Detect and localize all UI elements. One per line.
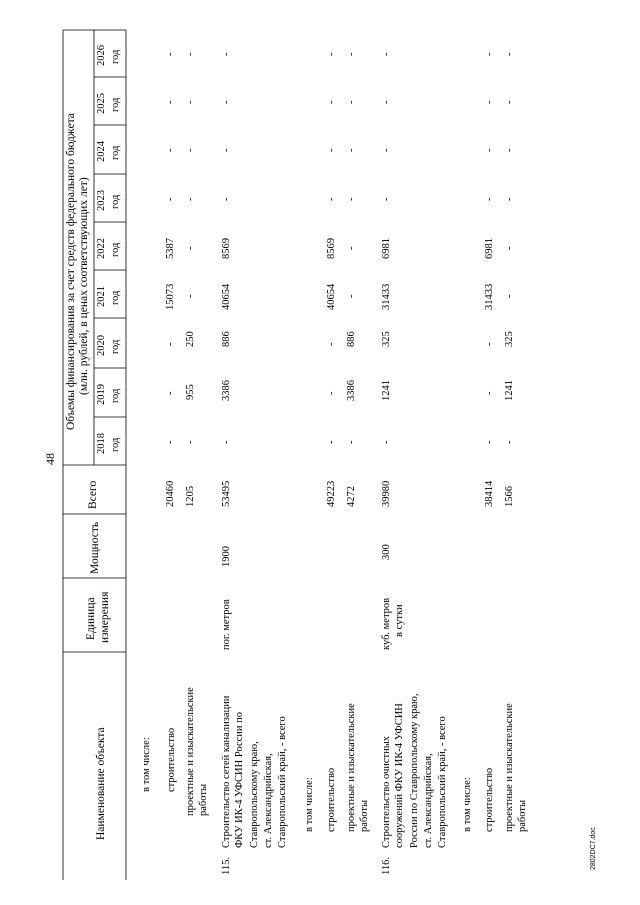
cell-2023: -: [221, 197, 232, 201]
cell-2022: 6981: [484, 238, 495, 259]
cell-2021: 31433: [484, 283, 495, 310]
cell-2022: 8569: [221, 238, 232, 259]
cell-2019: -: [165, 391, 176, 395]
cell-2022: -: [504, 246, 515, 250]
cell-unit: пог. метров: [221, 599, 232, 650]
cell-2026: -: [346, 52, 357, 56]
cell-2024: -: [221, 148, 232, 152]
cell-total: 1566: [504, 486, 515, 507]
cell-total: 1205: [185, 486, 196, 507]
row-label: ст. Александрийская,: [423, 753, 434, 848]
header-unit-line2: измерения: [99, 591, 111, 643]
cell-2019: 1241: [504, 380, 515, 401]
cell-2026: -: [165, 52, 176, 56]
cell-2018: -: [484, 440, 495, 444]
cell-2025: -: [346, 100, 357, 104]
year-2021: 2021: [96, 286, 107, 307]
cell-2020: 325: [504, 331, 515, 347]
cell-total: 53495: [221, 480, 232, 507]
cell-2018: -: [185, 440, 196, 444]
cell-2024: -: [165, 148, 176, 152]
cell-2022: 8569: [326, 238, 337, 259]
cell-2025: -: [221, 100, 232, 104]
year-2025-label: год: [110, 97, 121, 112]
row-label: работы: [359, 799, 370, 832]
year-2026-label: год: [110, 49, 121, 64]
cell-2020: -: [326, 342, 337, 346]
cell-2023: -: [185, 197, 196, 201]
cell-2026: -: [504, 52, 515, 56]
year-2022-label: год: [110, 242, 121, 257]
cell-2019: 955: [185, 384, 196, 400]
row-label: ст. Александрийская,: [263, 753, 274, 848]
header-total: Всего: [87, 480, 99, 509]
row-label: Ставропольскому краю,: [249, 741, 260, 848]
cell-2023: -: [326, 197, 337, 201]
cell-capacity: 1900: [221, 546, 232, 567]
cell-2024: -: [484, 148, 495, 152]
cell-2025: -: [504, 100, 515, 104]
row-label: проектные и изыскательские: [346, 703, 357, 832]
cell-2020: 886: [346, 331, 357, 347]
cell-2024: -: [185, 148, 196, 152]
header-unit-line1: Единица: [85, 597, 97, 640]
row-label: проектные и изыскательские: [504, 703, 515, 832]
row-label: работы: [517, 799, 528, 832]
cell-2025: -: [381, 100, 392, 104]
cell-2020: 886: [221, 331, 232, 347]
cell-2022: -: [185, 246, 196, 250]
cell-2020: 325: [381, 331, 392, 347]
cell-2018: -: [346, 440, 357, 444]
year-2019-label: год: [110, 388, 121, 403]
row-number: 116.: [381, 857, 392, 875]
row-label: Строительство очистных: [381, 735, 392, 848]
cell-2021: 40654: [221, 283, 232, 310]
year-2024: 2024: [96, 141, 107, 162]
row-label: проектные и изыскательские: [185, 687, 196, 816]
year-2020-label: год: [110, 339, 121, 354]
cell-total: 38414: [484, 480, 495, 507]
cell-total: 20460: [165, 480, 176, 507]
cell-2026: -: [326, 52, 337, 56]
cell-2019: -: [326, 391, 337, 395]
row-label: работы: [198, 783, 209, 816]
cell-total: 49223: [326, 480, 337, 507]
cell-2022: -: [346, 246, 357, 250]
cell-2025: -: [185, 100, 196, 104]
row-label: в том числе:: [141, 737, 152, 792]
cell-2018: -: [221, 440, 232, 444]
cell-2019: 1241: [381, 380, 392, 401]
year-2023-label: год: [110, 194, 121, 209]
cell-2024: -: [346, 148, 357, 152]
year-2024-label: год: [110, 145, 121, 160]
cell-2021: -: [185, 294, 196, 298]
header-capacity: Мощность: [89, 521, 101, 574]
cell-2024: -: [326, 148, 337, 152]
cell-total: 39980: [381, 480, 392, 507]
header-name: Наименование объекта: [95, 727, 107, 840]
row-label: Ставропольский край, - всего: [277, 716, 288, 848]
year-2018-label: год: [110, 437, 121, 452]
cell-2021: 31433: [381, 283, 392, 310]
row-label: в том числе:: [462, 777, 473, 832]
cell-unit: в сутки: [394, 604, 405, 637]
cell-2026: -: [221, 52, 232, 56]
cell-2018: -: [165, 440, 176, 444]
row-label: строительство: [484, 767, 495, 832]
cell-2026: -: [484, 52, 495, 56]
row-label: строительство: [326, 767, 337, 832]
row-number: 115.: [221, 857, 232, 875]
year-2025: 2025: [96, 93, 107, 114]
footer-filename: 2802DC7.doc: [590, 827, 597, 870]
cell-2023: -: [484, 197, 495, 201]
cell-2022: 5387: [165, 238, 176, 259]
cell-total: 4272: [346, 486, 357, 507]
year-2018: 2018: [96, 433, 107, 454]
row-label: в том числе:: [304, 777, 315, 832]
cell-2023: -: [346, 197, 357, 201]
cell-2020: -: [165, 342, 176, 346]
cell-2021: -: [346, 294, 357, 298]
year-2022: 2022: [96, 238, 107, 259]
cell-2026: -: [381, 52, 392, 56]
header-funding-line1: Объемы финансирования за счет средств федерального бюджета: [65, 113, 77, 430]
year-2021-label: год: [110, 290, 121, 305]
cell-2021: 40654: [326, 283, 337, 310]
cell-2020: -: [484, 342, 495, 346]
cell-2025: -: [484, 100, 495, 104]
cell-2019: 3386: [346, 380, 357, 401]
cell-2022: 6981: [381, 238, 392, 259]
cell-2018: -: [381, 440, 392, 444]
cell-unit: куб. метров: [381, 597, 392, 650]
row-label: сооружений ФКУ ИК-4 УФСИН: [394, 703, 405, 848]
cell-2023: -: [165, 197, 176, 201]
cell-2023: -: [504, 197, 515, 201]
cell-2019: 3386: [221, 380, 232, 401]
row-label: России по Ставропольскому краю,: [409, 693, 420, 848]
year-2023: 2023: [96, 190, 107, 211]
row-label: Ставропольский край, - всего: [437, 716, 448, 848]
year-2019: 2019: [96, 384, 107, 405]
year-2020: 2020: [96, 335, 107, 356]
cell-2018: -: [504, 440, 515, 444]
cell-capacity: 300: [381, 544, 392, 560]
cell-2025: -: [165, 100, 176, 104]
row-label: строительство: [166, 727, 177, 792]
page-number: 48: [43, 453, 57, 465]
cell-2024: -: [504, 148, 515, 152]
cell-2025: -: [326, 100, 337, 104]
cell-2024: -: [381, 148, 392, 152]
cell-2021: 15073: [165, 283, 176, 310]
row-label: ФКУ ИК-4 УФСИН России по: [234, 712, 245, 848]
cell-2021: -: [504, 294, 515, 298]
cell-2018: -: [326, 440, 337, 444]
row-label: Строительство сетей канализации: [221, 695, 232, 848]
header-funding-line2: (млн. рублей, в ценах соответствующих лет): [78, 177, 90, 395]
cell-2026: -: [185, 52, 196, 56]
cell-2020: 250: [185, 331, 196, 347]
cell-2019: -: [484, 391, 495, 395]
year-2026: 2026: [96, 45, 107, 66]
cell-2023: -: [381, 197, 392, 201]
